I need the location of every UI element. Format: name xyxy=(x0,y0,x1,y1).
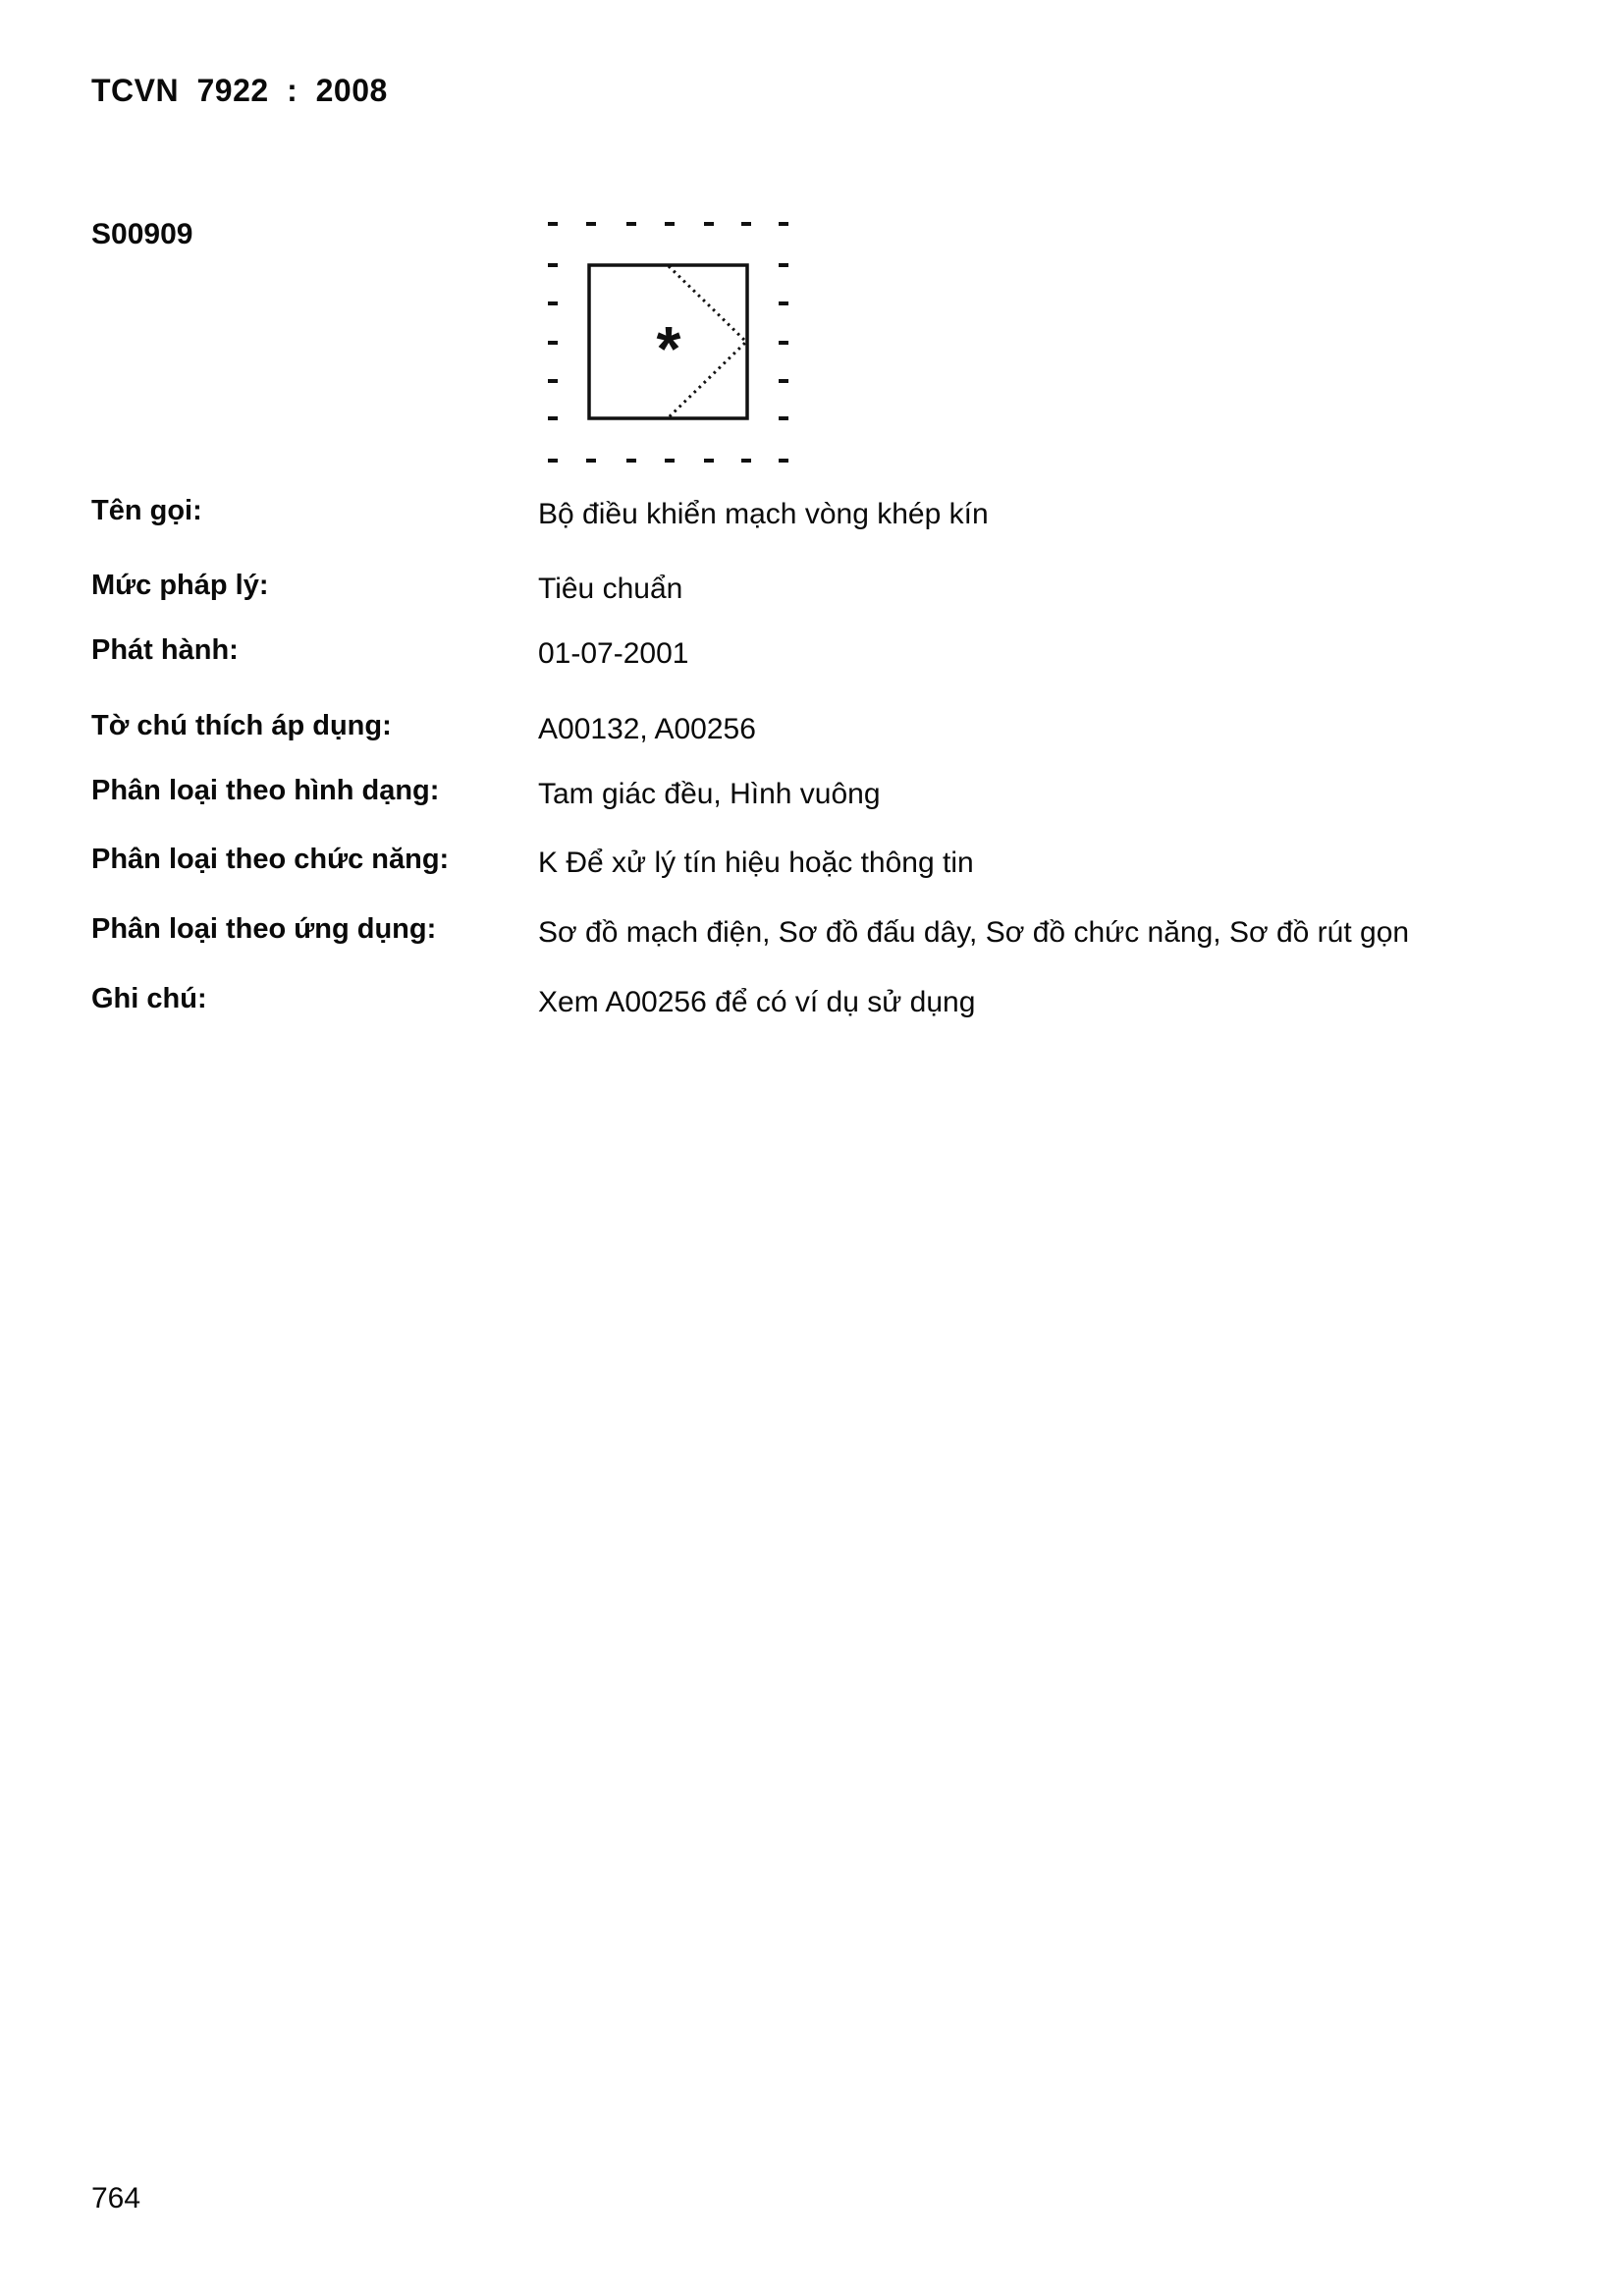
field-label: Phân loại theo ứng dụng: xyxy=(91,913,437,945)
symbol-id: S00909 xyxy=(91,218,193,250)
field-row-phat-hanh xyxy=(0,634,1624,680)
field-value: Tiêu chuẩn xyxy=(538,573,683,605)
standard-code: TCVN 7922 : 2008 xyxy=(91,73,388,108)
field-value: A00132, A00256 xyxy=(538,713,756,745)
field-row-ghi-chu xyxy=(0,983,1624,1028)
asterisk-glyph: * xyxy=(656,313,681,384)
field-row-phan-loai-theo-ung-dung xyxy=(0,913,1624,958)
field-value: 01-07-2001 xyxy=(538,637,689,670)
field-label: Tên gọi: xyxy=(91,495,202,526)
field-value: Tam giác đều, Hình vuông xyxy=(538,778,881,810)
field-value: Bộ điều khiển mạch vòng khép kín xyxy=(538,498,989,530)
field-label: Phát hành: xyxy=(91,634,239,666)
closed-loop-controller-symbol-drawing xyxy=(548,221,791,466)
field-value: Xem A00256 để có ví dụ sử dụng xyxy=(538,986,976,1018)
field-label: Mức pháp lý: xyxy=(91,570,269,601)
symbol-figure xyxy=(548,221,791,466)
page-number: 764 xyxy=(91,2182,141,2214)
field-value: K Để xử lý tín hiệu hoặc thông tin xyxy=(538,847,974,879)
field-row-ten-goi xyxy=(0,495,1624,540)
field-row-muc-phap-ly xyxy=(0,570,1624,615)
field-label: Phân loại theo chức năng: xyxy=(91,844,450,875)
field-row-phan-loai-theo-hinh-dang xyxy=(0,775,1624,820)
field-row-to-chu-thich-ap-dung xyxy=(0,710,1624,755)
field-label: Phân loại theo hình dạng: xyxy=(91,775,440,806)
field-label: Ghi chú: xyxy=(91,983,207,1014)
field-row-phan-loai-theo-chuc-nang xyxy=(0,844,1624,889)
field-label: Tờ chú thích áp dụng: xyxy=(91,710,392,741)
field-value: Sơ đồ mạch điện, Sơ đồ đấu dây, Sơ đồ chức năng, Sơ đồ rút gọn xyxy=(538,916,1410,949)
